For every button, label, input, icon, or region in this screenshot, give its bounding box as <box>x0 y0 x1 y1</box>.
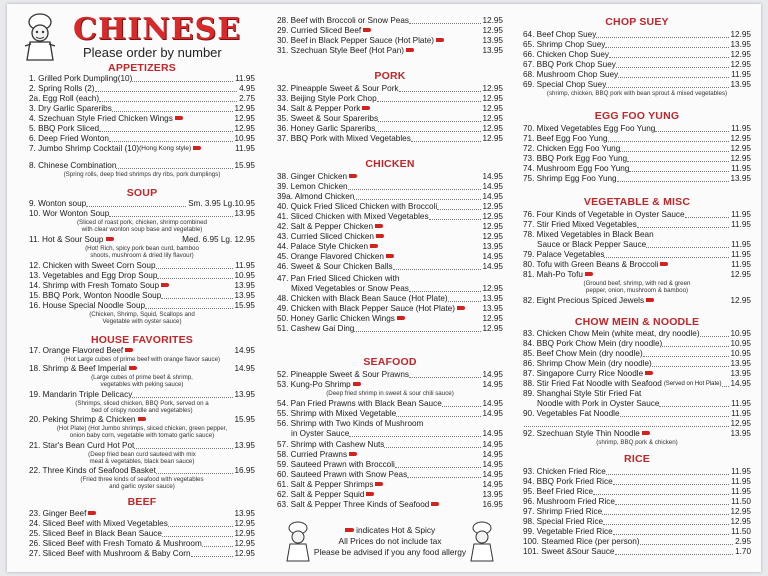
chili-icon <box>106 237 114 241</box>
chili-icon <box>431 502 439 506</box>
menu-item: 11.95 77. Stir Fried Mixed Vegetables <box>523 220 751 229</box>
menu-item: 14.95 17. Orange Flavored Beef <box>29 346 255 356</box>
menu-item: 12.95 27. Sliced Beef with Mushroom & Baby Corn <box>29 549 255 558</box>
section-title-pork: PORK <box>374 70 406 82</box>
menu-item: 11.95 7. Jumbo Shrimp Cocktail (10) (Hong Kong style) <box>29 144 255 154</box>
menu-item: 11.95 80. Tofu with Green Beans & Broccoli <box>523 260 751 270</box>
chili-icon <box>370 244 378 248</box>
menu-item: 13.95 23. Ginger Beef <box>29 509 255 519</box>
footer-allergy-note: Please be advised if you any food allergy <box>313 547 467 557</box>
item-note: (Shrimps, sliced chicken, BBQ Pork, served on a <box>75 400 209 407</box>
item-note: meat & vegetables, black bean sauce) <box>89 458 195 465</box>
menu-item: 10.95 83. Chicken Chow Mein (white meat, dry noodle) <box>523 329 751 338</box>
menu-item: 13.95 21. Star's Bean Curd Hot Pot <box>29 441 255 450</box>
chili-icon <box>366 492 374 496</box>
menu-item: 11.95 Noodle with Pork in Oyster Sauce <box>537 399 751 408</box>
chili-icon <box>161 283 169 287</box>
footer-legend: indicates Hot & Spicy <box>313 525 467 536</box>
menu-item: 12.95 Mixed Vegetables or Snow Peas <box>291 284 503 293</box>
menu-item: 12.95 41. Sliced Chicken with Mixed Vegetables <box>277 212 503 221</box>
menu-item: 12.95 26. Sliced Beef with Fresh Tomato & Mushroom <box>29 539 255 548</box>
menu-sheet <box>7 4 761 572</box>
menu-item: 11.95 95. Beef Fried Rice <box>523 487 751 496</box>
chili-icon <box>645 371 653 375</box>
menu-item: 12.95 25. Sliced Beef in Black Bean Sauce <box>29 529 255 538</box>
menu-item: 14.95 39a. Almond Chicken <box>277 192 503 201</box>
menu-item: 12.95 34. Salt & Pepper Pork <box>277 104 503 114</box>
item-note: (Large cubes of prime beef & shrimp, <box>91 374 193 381</box>
menu-item: 12.95 73. BBQ Pork Egg Foo Yung <box>523 154 751 163</box>
menu-item: 11.50 99. Vegetable Fried Rice <box>523 527 751 536</box>
menu-item: 12.95 72. Chicken Egg Foo Yung <box>523 144 751 153</box>
menu-item: 12.95 5. BBQ Pork Sliced <box>29 124 255 133</box>
item-note: vegetables with peking sauce) <box>100 381 184 388</box>
item-note: shoots, mushroom & dried lily flavour) <box>90 252 194 259</box>
section-title-soup: SOUP <box>126 187 158 199</box>
menu-item: 14.95 61. Salt & Pepper Shrimps <box>277 480 503 490</box>
menu-item: 14.95 88. Stir Fried Fat Noodle with Seafood (Served on Hot Plate) <box>523 379 751 388</box>
menu-item: 14.95 58. Curried Prawns <box>277 450 503 460</box>
menu-item: 12.95 35. Sweet & Sour Spareribs <box>277 114 503 123</box>
menu-item: 12.95 50. Honey Garlic Chicken Wings <box>277 314 503 324</box>
menu-item: 2.75 2a. Egg Roll (each) <box>29 94 255 103</box>
menu-item: 13.95 62. Salt & Pepper Squid <box>277 490 503 500</box>
section-title-chow-mein-noodle: CHOW MEIN & NOODLE <box>574 316 700 328</box>
menu-item: 12.95 32. Pineapple Sweet & Sour Pork <box>277 84 503 93</box>
menu-item: 13.95 15. BBQ Pork, Wonton Noodle Soup <box>29 291 255 300</box>
item-note: (Deep fried bean curd sauteed with mix <box>88 451 196 458</box>
menu-item: 78. Mixed Vegetables in Black Bean <box>523 230 654 239</box>
menu-item: 11.95 79. Palace Vegetables <box>523 250 751 259</box>
item-note: pepper, onion, mushroom & bamboo) <box>585 287 689 294</box>
menu-item: 15.95 20. Peking Shrimp & Chicken <box>29 415 255 425</box>
section-title-chicken: CHICKEN <box>365 158 415 170</box>
section-title-chop-suey: CHOP SUEY <box>605 16 669 28</box>
menu-item: 11.50 96. Mushroom Fried Rice <box>523 497 751 506</box>
menu-item: 14.95 60. Sauteed Prawn with Snow Peas <box>277 470 503 479</box>
menu-item: 11.95 68. Mushroom Chop Suey <box>523 70 751 79</box>
menu-item: 11.95 74. Mushroom Egg Foo Yung <box>523 164 751 173</box>
menu-item: 14.95 52. Pineapple Sweet & Sour Prawns <box>277 370 503 379</box>
menu-footer <box>313 525 467 558</box>
menu-item: 16.95 63. Salt & Pepper Three Kinds of Seafood <box>277 500 503 510</box>
chili-icon <box>646 298 654 302</box>
menu-item: 14.95 in Oyster Sauce <box>291 429 503 438</box>
chili-icon <box>642 431 650 435</box>
chili-icon <box>660 262 668 266</box>
menu-item: 56. Shrimp with Two Kinds of Mushroom <box>277 419 424 428</box>
menu-item: 89. Shanghai Style Stir Fried Fat <box>523 389 642 398</box>
menu-item: 16.95 22. Three Kinds of Seafood Basket <box>29 466 255 475</box>
menu-item: 12.95 40. Quick Fried Sliced Chicken with Broccoli <box>277 202 503 211</box>
brand-header <box>21 12 251 62</box>
section-title-beef: BEEF <box>127 496 157 508</box>
menu-item: 13.95 86. Shrimp Chow Mein (dry noodle) <box>523 359 751 368</box>
menu-item: 11.95 93. Chicken Fried Rice <box>523 467 751 476</box>
menu-item: 13.95 30. Beef in Black Pepper Sauce (Hot Plate) <box>277 36 503 46</box>
menu-item: 12.95 24. Sliced Beef with Mixed Vegetables <box>29 519 255 528</box>
menu-item: 12.95 <box>523 419 751 429</box>
chili-icon <box>129 366 137 370</box>
chili-icon <box>88 511 96 515</box>
menu-item: 10.95 84. BBQ Pork Chow Mein (dry noodle) <box>523 339 751 348</box>
menu-item: 13.95 49. Chicken with Black Pepper Sauce (Hot Plate) <box>277 304 503 314</box>
menu-item: 13.95 48. Chicken with Black Bean Sauce (Hot Plate) <box>277 294 503 303</box>
item-note: (Spring rolls, deep fried shrimps dry ribs, pork dumplings) <box>63 171 221 178</box>
menu-item: 12.95 43. Curried Sliced Chicken <box>277 232 503 242</box>
menu-item: 14.95 18. Shrimp & Beef Imperial <box>29 364 255 374</box>
chili-icon <box>125 348 133 352</box>
menu-item: 12.95 36. Honey Garlic Spareribs <box>277 124 503 133</box>
chef-mascot-left-icon <box>283 520 313 562</box>
menu-item: 4.95 2. Spring Rolls (2) <box>29 84 255 93</box>
menu-item: 14.95 55. Shrimp with Mixed Vegetable <box>277 409 503 418</box>
menu-item: 13.95 92. Szechuan Style Thin Noodle <box>523 429 751 439</box>
menu-item: 12.95 33. Beijing Style Pork Chop <box>277 94 503 103</box>
menu-item: 15.95 16. House Special Noodle Soup <box>29 301 255 310</box>
menu-item: 12.95 28. Beef with Broccoli or Snow Peas <box>277 16 503 25</box>
menu-item: 10.95 13. Vegetables and Egg Drop Soup <box>29 271 255 280</box>
chili-icon <box>436 38 444 42</box>
chili-icon <box>353 382 361 386</box>
menu-item: 11.95 94. BBQ Pork Fried Rice <box>523 477 751 486</box>
item-note: (Hot Plate) (Hot Jumbo shrimps, sliced chicken, green pepper, <box>56 425 228 432</box>
menu-item: 13.95 19. Mandarin Triple Delicacy <box>29 390 255 399</box>
chili-icon <box>397 316 405 320</box>
menu-item: 12.95 82. Eight Precious Spiced Jewels <box>523 296 751 306</box>
section-title-vegetable-misc: VEGETABLE & MISC <box>583 196 691 208</box>
menu-item: 12.95 67. BBQ Pork Chop Suey <box>523 60 751 69</box>
chef-mascot-right-icon <box>467 520 497 562</box>
menu-item: 13.95 14. Shrimp with Fresh Tomato Soup <box>29 281 255 291</box>
menu-item: 13.95 75. Shrimp Egg Foo Yung <box>523 174 751 183</box>
chili-icon <box>376 234 384 238</box>
item-note: (Ground beef, shrimp, with red & green <box>583 280 691 287</box>
item-note: (Deep fried shrimp in sweet & sour chili sauce) <box>326 390 454 397</box>
menu-item: 13.95 69. Special Chop Suey <box>523 80 751 89</box>
chili-icon <box>362 106 370 110</box>
menu-item: 13.95 44. Palace Style Chicken <box>277 242 503 252</box>
item-note: (Hot! Rich, spicy pork bean curd, bamboo <box>85 245 199 252</box>
menu-item: 13.95 10. Wor Wonton Soup <box>29 209 255 218</box>
footer-tax-note: All Prices do not include tax <box>338 536 442 546</box>
menu-item: 12.95 3. Dry Garlic Spareribs <box>29 104 255 113</box>
menu-item: 11.95 76. Four Kinds of Vegetable in Oyster Sauce <box>523 210 751 219</box>
menu-item: 12.95 66. Chicken Chop Suey <box>523 50 751 59</box>
section-title-appetizers: APPETIZERS <box>108 62 176 74</box>
item-note: (Sliced of roast pork, chicken, shrimp combined <box>77 219 207 226</box>
section-title-egg-foo-yung: EGG FOO YUNG <box>594 110 680 122</box>
chili-icon <box>375 482 383 486</box>
menu-item: 2.95 100. Steamed Rice (per person) <box>523 537 751 546</box>
chili-icon <box>363 28 371 32</box>
menu-item: 11.95 12. Chicken with Sweet Corn Soup <box>29 261 255 270</box>
chili-icon <box>386 254 394 258</box>
section-title-house-favorites: HOUSE FAVORITES <box>91 334 193 346</box>
item-note: with clear wonton soup base and vegetable) <box>81 226 203 233</box>
menu-item: 14.95 57. Shrimp with Cashew Nuts <box>277 440 503 449</box>
chili-icon <box>175 116 183 120</box>
menu-item: 12.95 51. Cashew Gai Ding <box>277 324 503 333</box>
item-note: onion baby corn, vegetable with tomato garlic sauce) <box>69 432 215 439</box>
menu-item: 14.95 59. Sauteed Prawn with Broccoli <box>277 460 503 469</box>
chili-icon <box>349 452 357 456</box>
menu-item: 47. Pan Fried Sliced Chicken with <box>277 274 400 283</box>
menu-item: 12.95 4. Szechuan Style Fried Chicken Wings <box>29 114 255 124</box>
chili-legend-icon <box>345 528 354 532</box>
menu-item: 12.95 42. Salt & Pepper Chicken <box>277 222 503 232</box>
item-note: (shrimp, chicken, BBQ pork with bean sprout & mixed vegetables) <box>546 90 728 97</box>
menu-item: 14.95 45. Orange Flavored Chicken <box>277 252 503 262</box>
item-note: (Chicken, Shrimp, Squid, Scallops and <box>89 311 195 318</box>
restaurant-title: CHINESE <box>73 12 242 47</box>
menu-item: 12.95 37. BBQ Pork with Mixed Vegetables <box>277 134 503 143</box>
menu-item: 12.95 64. Beef Chop Suey <box>523 30 751 39</box>
menu-item: 14.95 39. Lemon Chicken <box>277 182 503 191</box>
menu-item: 13.95 87. Singapore Curry Rice Noodle <box>523 369 751 379</box>
item-note: (Fried three kinds of seafood with vegetables <box>80 476 204 483</box>
menu-item: 14.95 38. Ginger Chicken <box>277 172 503 182</box>
item-note: bed of crispy noodle and vegetables) <box>91 407 193 414</box>
chef-mascot-icon <box>21 12 59 62</box>
menu-item: 1.70 101. Sweet &Sour Sauce <box>523 547 751 556</box>
chili-icon <box>193 146 201 150</box>
menu-item: 12.95 97. Shrimp Fried Rice <box>523 507 751 516</box>
menu-item: 14.95 53. Kung-Po Shrimp <box>277 380 503 390</box>
menu-item: 12.95 81. Mah-Po Tofu <box>523 270 751 280</box>
chili-icon <box>457 306 465 310</box>
menu-item: 15.95 8. Chinese Combination <box>29 161 255 170</box>
menu-item: 10.95 6. Deep Fried Wonton <box>29 134 255 143</box>
menu-item: 14.95 54. Pan Fried Prawns with Black Bean Sauce <box>277 399 503 408</box>
menu-item: Med. 6.95 Lg. 12.95 11. Hot & Sour Soup <box>29 235 255 245</box>
item-note: Vegetable with oyster sauce) <box>102 318 182 325</box>
item-note: (shrimp, BBQ pork & chicken) <box>596 439 678 446</box>
menu-item: 12.95 98. Special Fried Rice <box>523 517 751 526</box>
menu-item: Sm. 3.95 Lg.10.95 9. Wonton soup <box>29 199 255 208</box>
chili-icon <box>585 272 593 276</box>
menu-item: 12.95 29. Curried Sliced Beef <box>277 26 503 36</box>
chili-icon <box>375 224 383 228</box>
item-note: (Hot Large cubes of prime beef with orange flavor sauce) <box>63 356 221 363</box>
menu-item: 11.95 1. Grilled Pork Dumpling(10) <box>29 74 255 83</box>
menu-item: 10.95 85. Beef Chow Mein (dry noodle) <box>523 349 751 358</box>
section-title-rice: RICE <box>624 453 650 465</box>
menu-item: 12.95 71. Beef Egg Foo Yung <box>523 134 751 143</box>
menu-item: 11.95 70. Mixed Vegetables Egg Foo Yung <box>523 124 751 133</box>
section-title-seafood: SEAFOOD <box>363 356 417 368</box>
chili-icon <box>138 417 146 421</box>
menu-item: 13.95 31. Szechuan Style Beef (Hot Pan) <box>277 46 503 56</box>
chili-icon <box>349 174 357 178</box>
menu-item: 14.95 46. Sweet & Sour Chicken Balls <box>277 262 503 271</box>
order-instruction: Please order by number <box>83 45 222 60</box>
menu-item: 11.95 90. Vegetables Fat Noodle <box>523 409 751 418</box>
menu-item: 13.95 65. Shrimp Chop Suey <box>523 40 751 49</box>
chili-icon <box>406 48 414 52</box>
menu-item: 11.95 Sauce or Black Pepper Sauce <box>537 240 751 249</box>
item-note: and garlic oyster sauce) <box>109 483 175 490</box>
